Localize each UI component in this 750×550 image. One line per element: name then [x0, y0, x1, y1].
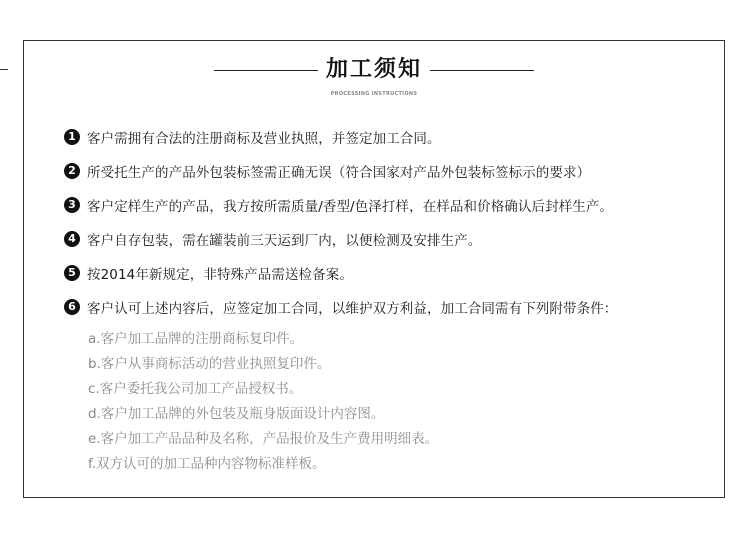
list-item: [64, 256, 714, 290]
number-badge: 1: [64, 129, 80, 145]
number-badge: 3: [64, 197, 80, 213]
condition-item: a.客户加工品牌的注册商标复印件。: [88, 331, 304, 347]
list-item: [64, 154, 714, 188]
item-text: 所受托生产的产品外包装标签需正确无误（符合国家对产品外包装标签标示的要求）: [87, 165, 591, 181]
condition-item: b.客户从事商标活动的营业执照复印件。: [88, 356, 331, 372]
condition-list: [88, 327, 438, 477]
number-badge: 5: [64, 265, 80, 281]
condition-item: f.双方认可的加工品种内容物标准样板。: [88, 456, 326, 472]
instructions-panel: [23, 40, 725, 498]
title-line-left: [214, 70, 318, 71]
number-badge: 4: [64, 231, 80, 247]
item-text: 客户自存包装，需在罐装前三天运到厂内，以便检测及安排生产。: [87, 233, 482, 249]
condition-item: c.客户委托我公司加工产品授权书。: [88, 381, 303, 397]
item-text: 客户认可上述内容后，应签定加工合同，以维护双方利益，加工合同需有下列附带条件：: [87, 301, 618, 317]
item-text: 客户需拥有合法的注册商标及营业执照，并签定加工合同。: [87, 131, 441, 147]
page-title: 加工须知: [325, 57, 422, 82]
condition-item: e.客户加工产品品种及名称，产品报价及生产费用明细表。: [88, 431, 439, 447]
item-text: 客户定样生产的产品，我方按所需质量/香型/色泽打样，在样品和价格确认后封样生产。: [87, 199, 614, 215]
list-item: [64, 290, 714, 324]
condition-item: d.客户加工品牌的外包装及瓶身版面设计内容图。: [88, 406, 385, 422]
list-item: [64, 188, 714, 222]
item-text: 按2014年新规定，非特殊产品需送检备案。: [87, 267, 353, 283]
list-item: [64, 222, 714, 256]
title-line-right: [430, 70, 534, 71]
page-subtitle: PROCESSING INSTRUCTIONS: [330, 91, 418, 97]
list-item: [64, 120, 714, 154]
title-row: [24, 55, 724, 85]
instruction-list: [64, 120, 714, 324]
number-badge: 6: [64, 299, 80, 315]
number-badge: 2: [64, 163, 80, 179]
edge-mark: [0, 69, 8, 70]
